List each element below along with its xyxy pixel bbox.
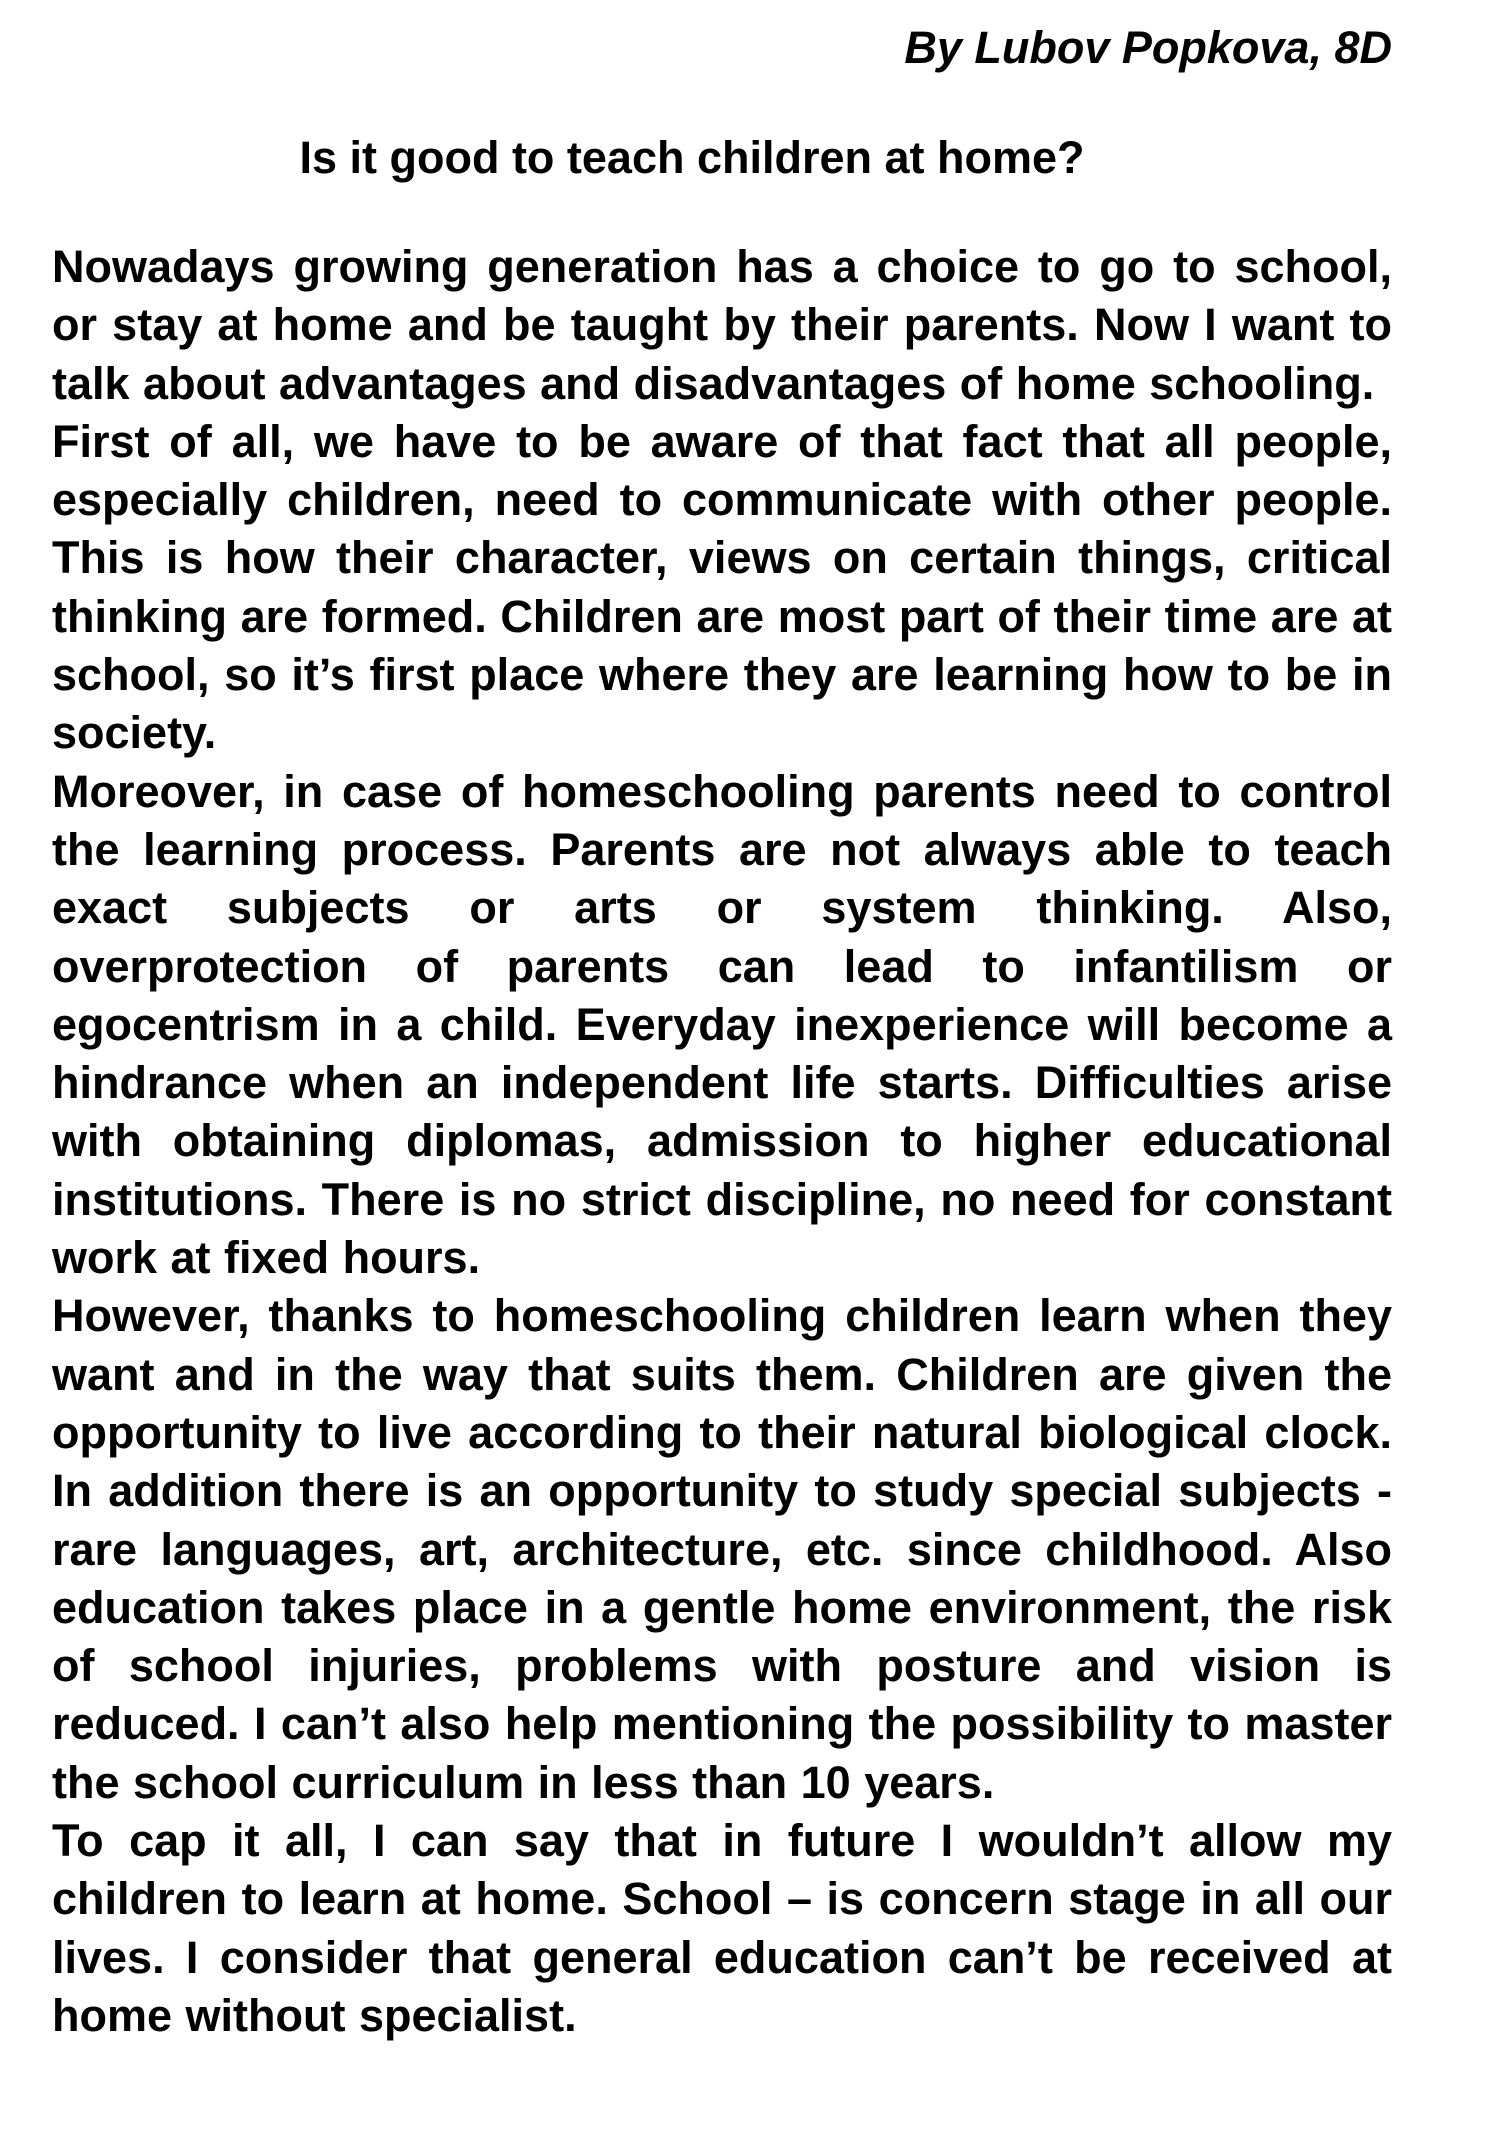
paragraph-conclusion: To cap it all, I can say that in future I wouldn’t allow my children to learn at home. School – is concern stage in all our lives. I consider that general education can’t be received at home without specialist. <box>52 1815 1392 2041</box>
essay-title: Is it good to teach children at home? <box>299 132 1085 183</box>
paragraph-disadvantages: Moreover, in case of homeschooling parents need to control the learning process. Parents are not always able to teach exact subjects or arts or system thinking. Also, overprotection of parents can lead to infantilism or egocentrism in a child. Everyday inexperience will become a hindrance when an independent life starts. Difficulties arise with obtaining diplomas, admission to higher educational institutions. There is no strict discipline, no need for constant work at fixed hours. <box>52 765 1392 1284</box>
author-line: By Lubov Popkova, 8D <box>904 22 1392 73</box>
paragraph-advantages: However, thanks to homeschooling children learn when they want and in the way that suits them. Children are given the opportunity to live according to their natural biological clock. In addition there is an opportunity to study special subjects - rare languages, art, architecture, etc. since childhood. Also education takes place in a gentle home environment, the risk of school injuries, problems with posture and vision is reduced. I can’t also help mentioning the possibility to master the school curriculum in less than 10 years. <box>52 1290 1392 1808</box>
paragraph-communication: First of all, we have to be aware of that fact that all people, especially children, need to communicate with other people. This is how their character, views on certain things, critical thinking are formed. Children are most part of their time are at school, so it’s first place where they are learning how to be in society. <box>52 415 1392 759</box>
paragraph-introduction: Nowadays growing generation has a choice to go to school, or stay at home and be taught by their parents. Now I want to talk about advantages and disadvantages of home schooling. <box>52 241 1392 409</box>
essay-body <box>52 238 1392 2045</box>
